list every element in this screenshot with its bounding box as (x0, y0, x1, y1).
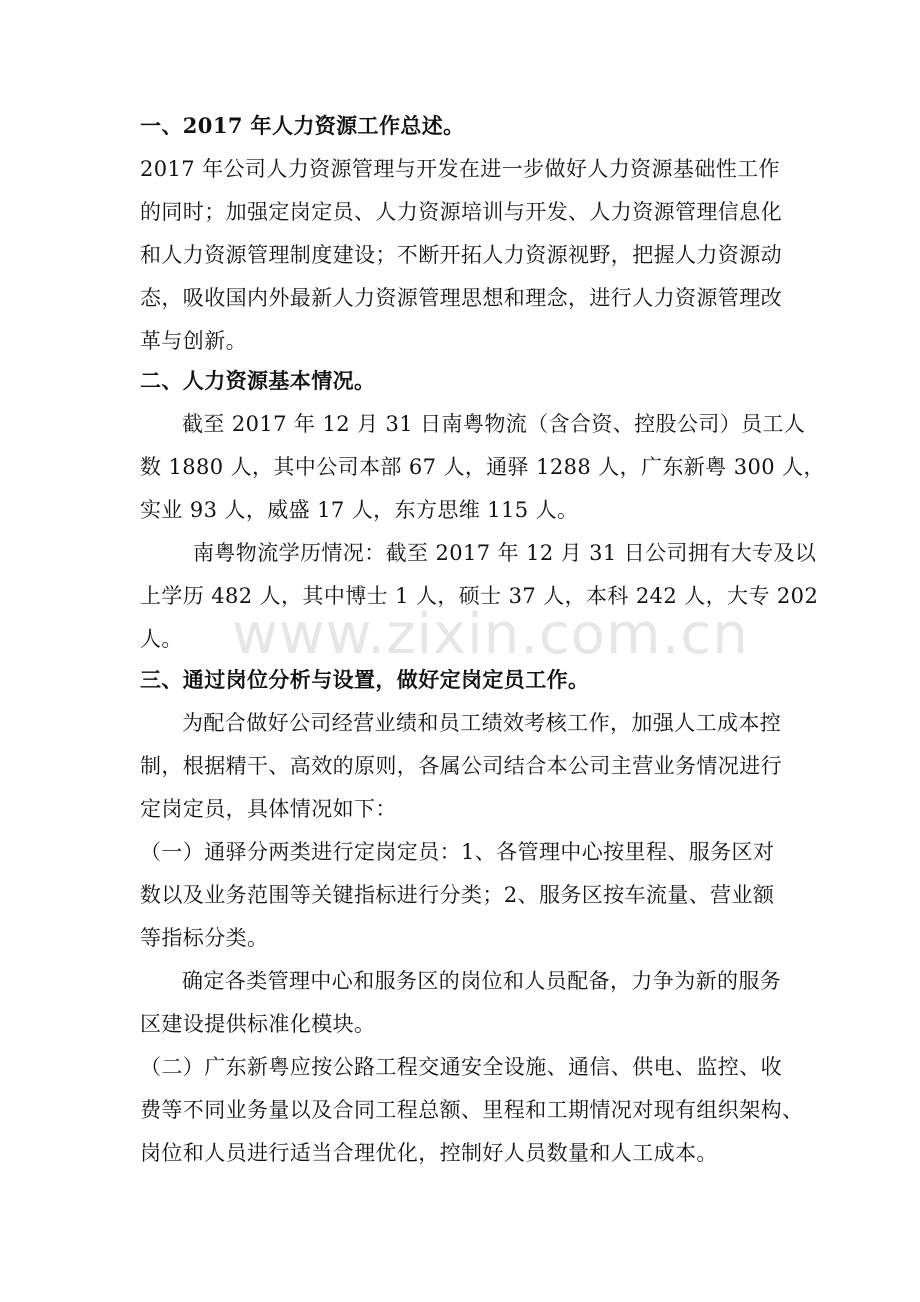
paragraph-line: （一）通驿分两类进行定岗定员：1、各管理中心按里程、服务区对 (140, 840, 775, 864)
section-heading-2: 二、人力资源基本情况。 (140, 368, 376, 393)
paragraph-line: 人。 (140, 627, 183, 651)
paragraph-line: 数以及业务范围等关键指标进行分类；2、服务区按车流量、营业额 (140, 883, 775, 907)
paragraph-line: 确定各类管理中心和服务区的岗位和人员配备，力争为新的服务 (182, 969, 782, 993)
paragraph-line: 革与创新。 (140, 329, 247, 353)
section-heading-3: 三、通过岗位分析与设置，做好定岗定员工作。 (140, 667, 590, 692)
paragraph-line: 岗位和人员进行适当合理优化，控制好人员数量和人工成本。 (140, 1141, 718, 1165)
paragraph-line: 和人力资源管理制度建设；不断开拓人力资源视野，把握人力资源动 (140, 243, 782, 267)
paragraph-line: 为配合做好公司经营业绩和员工绩效考核工作，加强人工成本控 (182, 711, 782, 735)
paragraph-line: 截至 2017 年 12 月 31 日南粤物流（含合资、控股公司）员工人 (182, 412, 806, 436)
section-heading-1: 一、2017 年人力资源工作总述。 (140, 113, 465, 138)
paragraph-line: 2017 年公司人力资源管理与开发在进一步做好人力资源基础性工作 (140, 157, 780, 181)
paragraph-line: 的同时；加强定岗定员、人力资源培训与开发、人力资源管理信息化 (140, 200, 782, 224)
paragraph-line: 定岗定员，具体情况如下： (140, 797, 397, 821)
paragraph-line: 南粤物流学历情况：截至 2017 年 12 月 31 日公司拥有大专及以 (193, 541, 817, 565)
paragraph-line: （二）广东新粤应按公路工程交通安全设施、通信、供电、监控、收 (140, 1055, 782, 1079)
paragraph-line: 上学历 482 人，其中博士 1 人，硕士 37 人，本科 242 人，大专 202 (140, 584, 819, 608)
paragraph-line: 实业 93 人，威盛 17 人，东方思维 115 人。 (140, 498, 579, 522)
paragraph-line: 区建设提供标准化模块。 (140, 1012, 376, 1036)
paragraph-line: 数 1880 人，其中公司本部 67 人，通驿 1288 人，广东新粤 300 人， (140, 455, 825, 479)
paragraph-line: 制，根据精干、高效的原则，各属公司结合本公司主营业务情况进行 (140, 754, 782, 778)
watermark: www.zixin.com.cn (232, 602, 749, 667)
paragraph-line: 等指标分类。 (140, 926, 269, 950)
paragraph-line: 态，吸收国内外最新人力资源管理思想和理念，进行人力资源管理改 (140, 286, 782, 310)
paragraph-line: 费等不同业务量以及合同工程总额、里程和工期情况对现有组织架构、 (140, 1098, 804, 1122)
